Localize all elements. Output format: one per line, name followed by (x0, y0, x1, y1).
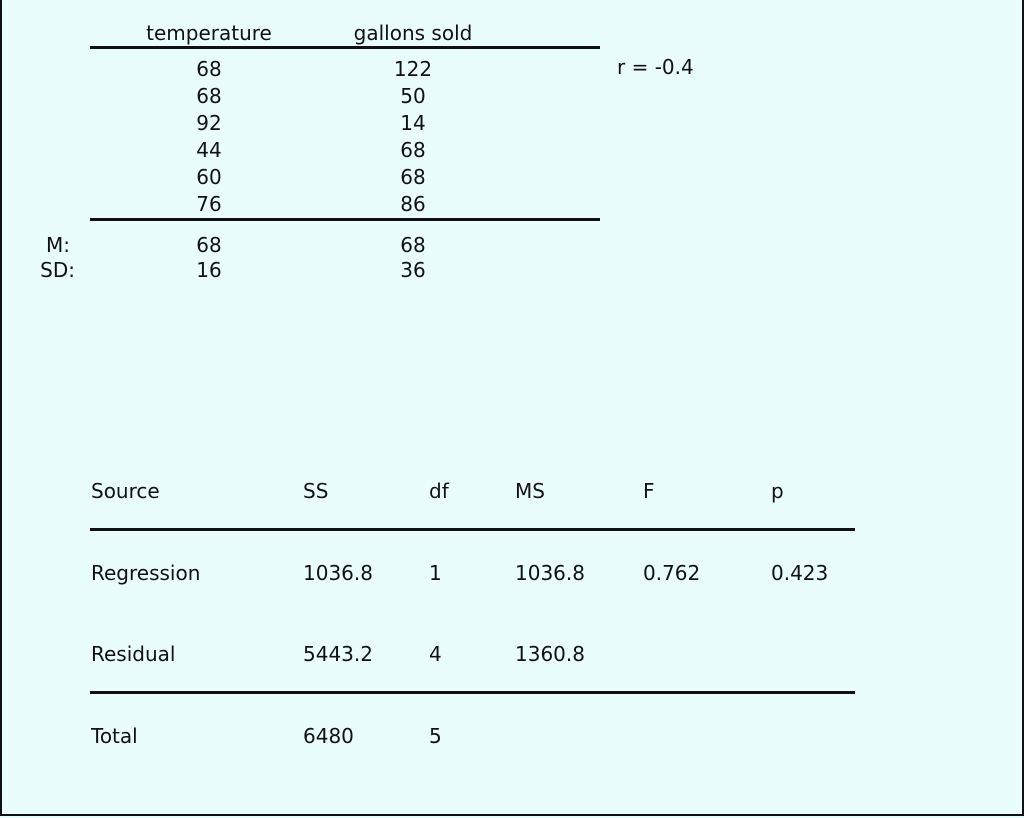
anova-total-rule (90, 691, 855, 694)
anova-header-df: df (429, 479, 449, 503)
anova-header-source: Source (91, 479, 160, 503)
header-gallons-sold: gallons sold (353, 21, 473, 45)
cell-gallons: 86 (400, 192, 426, 216)
correlation-value: r = -0.4 (617, 55, 694, 79)
anova-ss: 5443.2 (303, 642, 373, 666)
header-temperature: temperature (146, 21, 272, 45)
sd-temperature: 16 (196, 258, 222, 282)
anova-source: Total (91, 724, 138, 748)
anova-header-f: F (643, 479, 655, 503)
cell-temperature: 68 (196, 84, 222, 108)
sd-gallons: 36 (400, 258, 426, 282)
anova-df: 4 (429, 642, 442, 666)
anova-header-ss: SS (303, 479, 329, 503)
cell-gallons: 122 (393, 57, 433, 81)
cell-temperature: 92 (196, 111, 222, 135)
header-rule (90, 46, 600, 49)
anova-df: 5 (429, 724, 442, 748)
anova-p: 0.423 (771, 561, 829, 585)
cell-gallons: 68 (400, 165, 426, 189)
anova-df: 1 (429, 561, 442, 585)
mean-gallons: 68 (400, 233, 426, 257)
summary-rule (90, 218, 600, 221)
cell-temperature: 76 (196, 192, 222, 216)
anova-f: 0.762 (643, 561, 701, 585)
anova-header-ms: MS (515, 479, 545, 503)
cell-gallons: 14 (400, 111, 426, 135)
anova-ss: 6480 (303, 724, 354, 748)
anova-source: Regression (91, 561, 201, 585)
cell-gallons: 50 (400, 84, 426, 108)
anova-header-p: p (771, 479, 784, 503)
cell-temperature: 68 (196, 57, 222, 81)
anova-header-rule (90, 528, 855, 531)
anova-ss: 1036.8 (303, 561, 373, 585)
anova-ms: 1360.8 (515, 642, 585, 666)
summary-label-mean: M: (46, 233, 70, 257)
anova-ms: 1036.8 (515, 561, 585, 585)
anova-source: Residual (91, 642, 176, 666)
mean-temperature: 68 (196, 233, 222, 257)
cell-temperature: 44 (196, 138, 222, 162)
cell-temperature: 60 (196, 165, 222, 189)
summary-label-sd: SD: (40, 258, 75, 282)
cell-gallons: 68 (400, 138, 426, 162)
